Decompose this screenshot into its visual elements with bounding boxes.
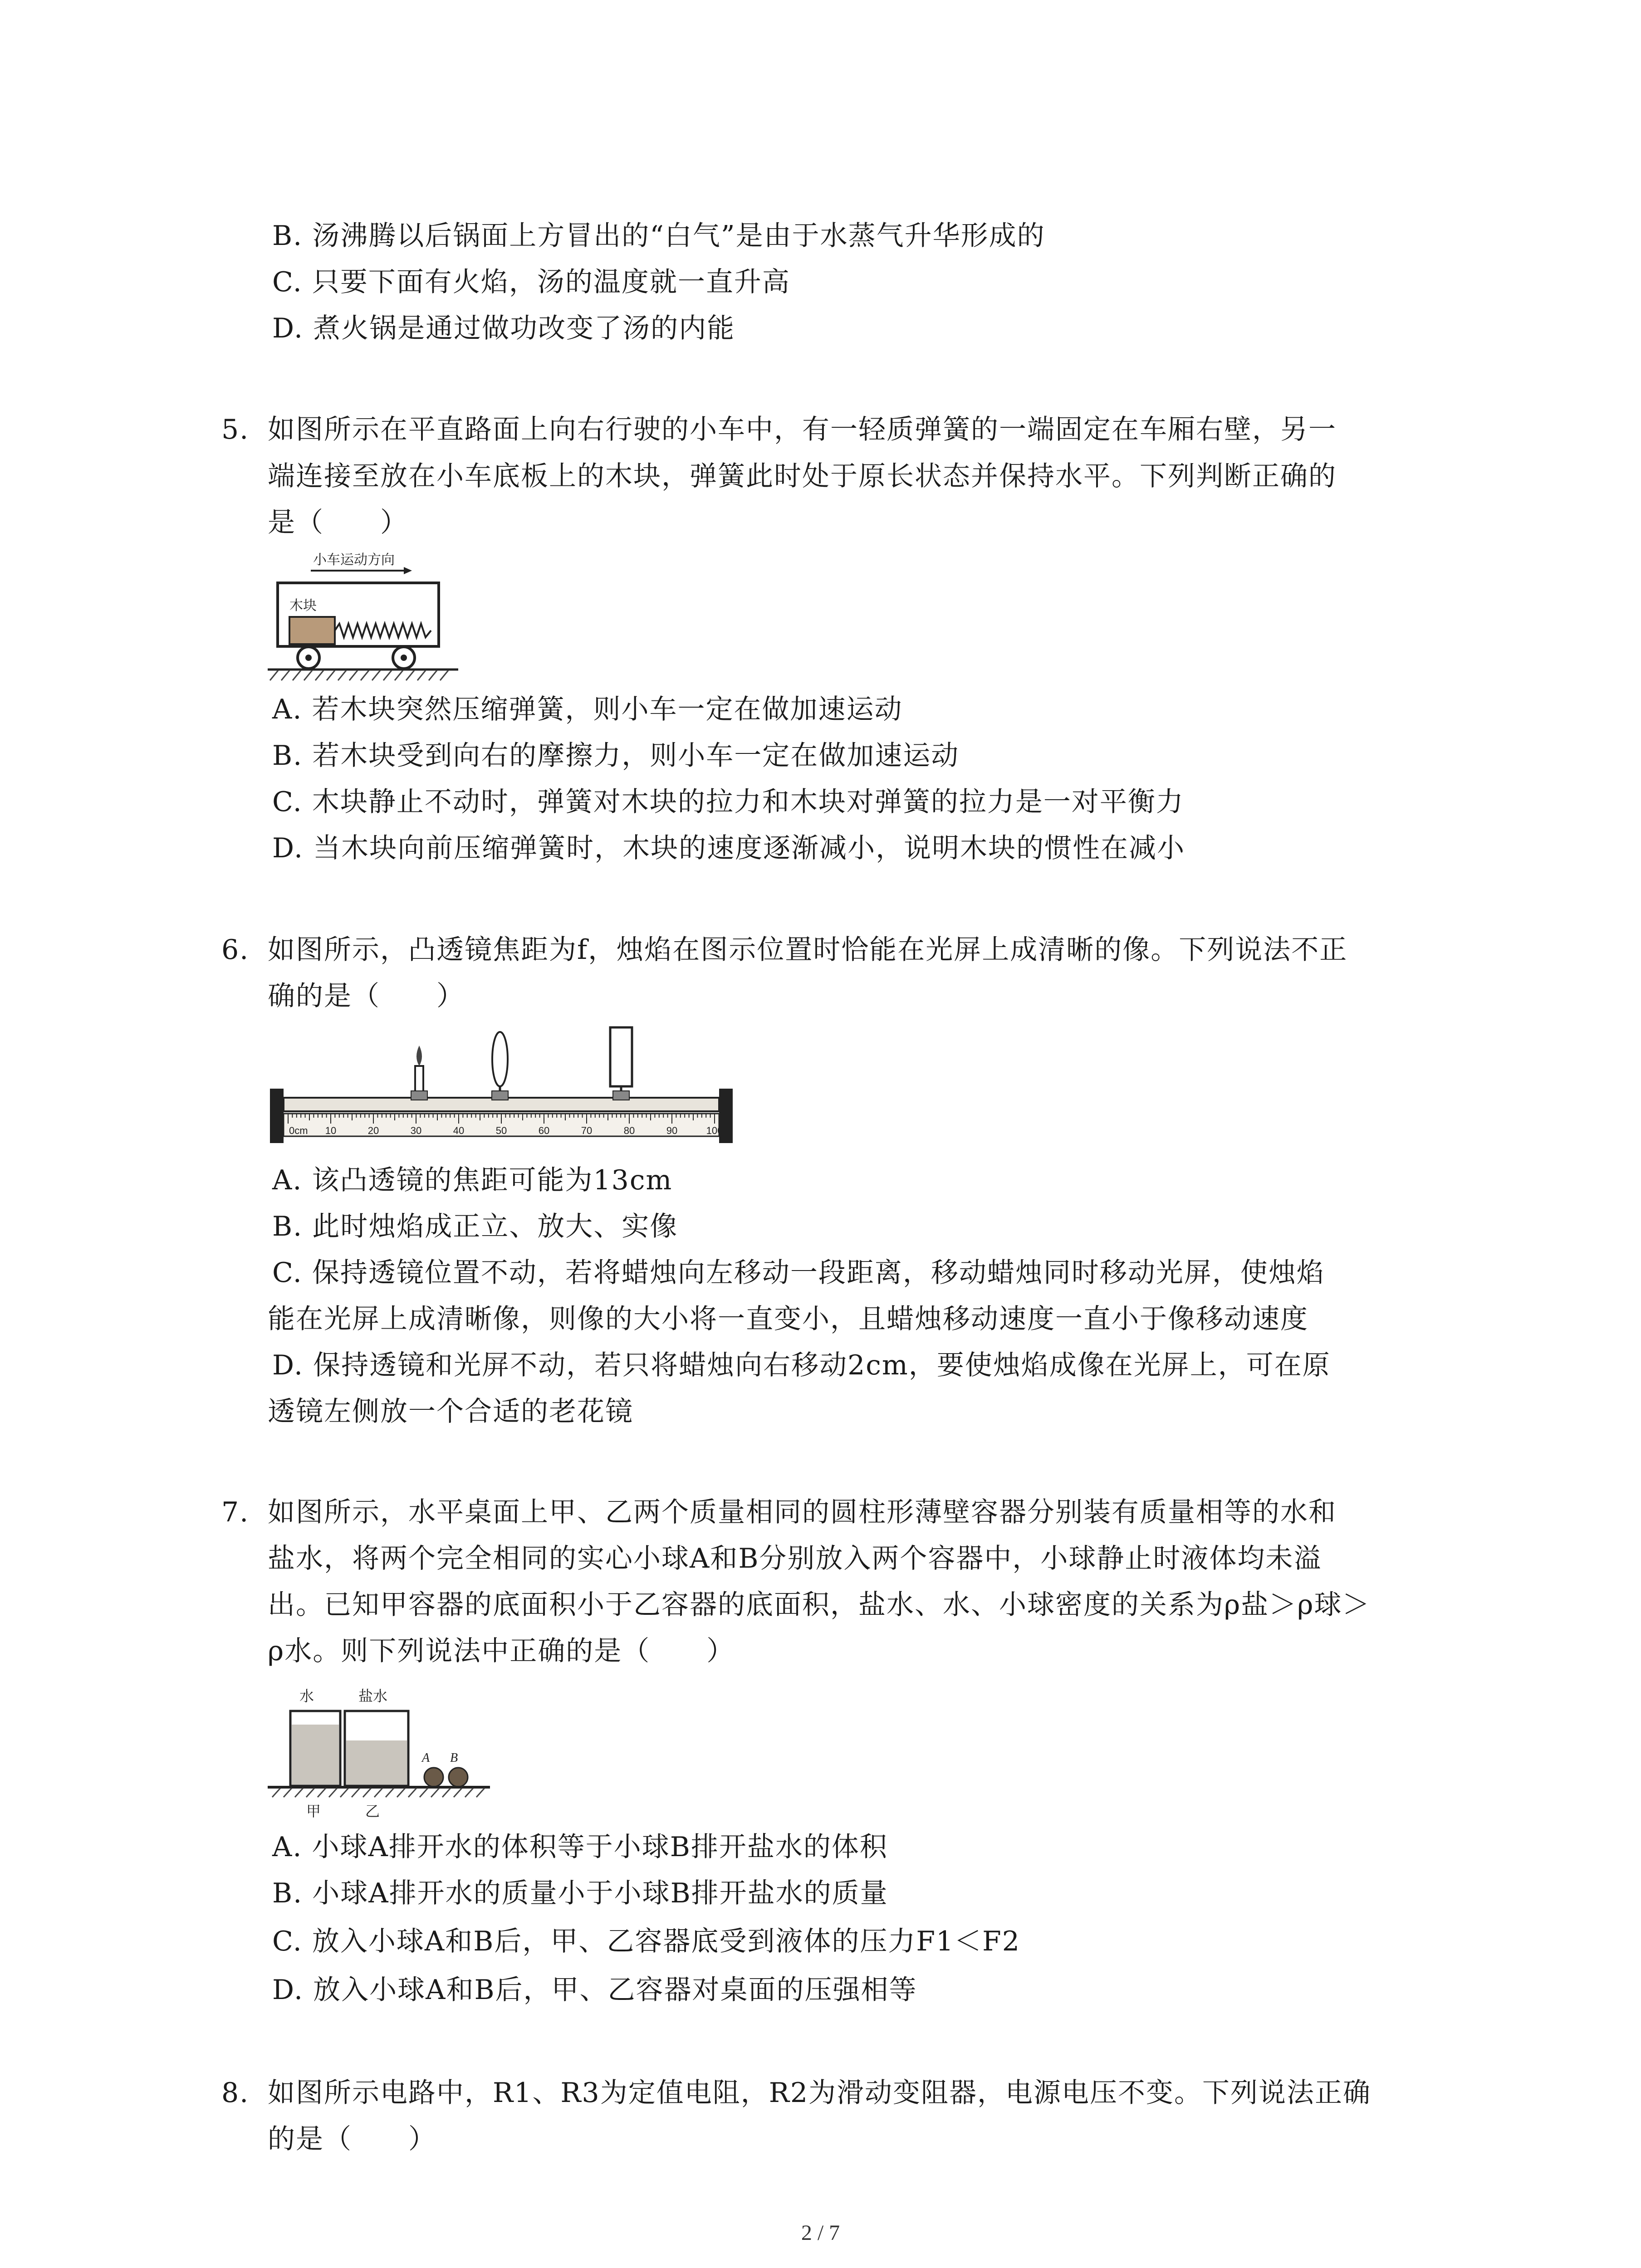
bench-tick-label: 20 bbox=[367, 1125, 379, 1136]
bench-tick-label: 50 bbox=[495, 1125, 507, 1136]
q6-stem-line1: 如图所示，凸透镜焦距为f，烛焰在图示位置时恰能在光屏上成清晰的像。下列说法不正 bbox=[268, 934, 1348, 966]
bench-tick-label: 60 bbox=[538, 1125, 550, 1136]
q5-stem-line2: 端连接至放在小车底板上的木块，弹簧此时处于原长状态并保持水平。下列判断正确的 bbox=[268, 460, 1337, 492]
q8-stem-line2: 的是（ ） bbox=[268, 2123, 436, 2155]
q7-stem-line2: 盐水，将两个完全相同的实心小球A和B分别放入两个容器中，小球静止时液体均未溢 bbox=[268, 1543, 1322, 1574]
q4-option-d: D. 煮火锅是通过做功改变了汤的内能 bbox=[272, 313, 735, 344]
bench-tick-label: 70 bbox=[581, 1125, 593, 1136]
q7-fig-jia-label: 甲 bbox=[306, 1803, 321, 1819]
table-hatching bbox=[272, 1788, 485, 1797]
q6-option-d-line1: D. 保持透镜和光屏不动，若只将蜡烛向右移动2cm，要使烛焰成像在光屏上，可在原 bbox=[272, 1349, 1331, 1381]
convex-lens-icon bbox=[492, 1032, 508, 1086]
q8-number: 8. bbox=[221, 2077, 250, 2109]
q4-option-c: C. 只要下面有火焰，汤的温度就一直升高 bbox=[272, 266, 790, 298]
q7-fig-ball-a-label: A bbox=[422, 1751, 430, 1765]
q5-option-b: B. 若木块受到向右的摩擦力，则小车一定在做加速运动 bbox=[272, 740, 960, 772]
q7-number: 7. bbox=[221, 1496, 250, 1528]
page-number: 2 / 7 bbox=[801, 2221, 840, 2245]
q7-option-b: B. 小球A排开水的质量小于小球B排开盐水的质量 bbox=[272, 1877, 888, 1909]
q5-fig-direction-label: 小车运动方向 bbox=[313, 552, 395, 567]
q8-stem-line1: 如图所示电路中，R1、R3为定值电阻，R2为滑动变阻器，电源电压不变。下列说法正确 bbox=[268, 2077, 1372, 2109]
q5-option-d: D. 当木块向前压缩弹簧时，木块的速度逐渐减小，说明木块的惯性在减小 bbox=[272, 832, 1185, 864]
q7-fig-yi-label: 乙 bbox=[365, 1803, 380, 1819]
q5-stem-line3: 是（ ） bbox=[268, 507, 408, 538]
q7-stem-line3: 出。已知甲容器的底面积小于乙容器的底面积，盐水、水、小球密度的关系为ρ盐＞ρ球＞ bbox=[268, 1589, 1371, 1621]
q6-number: 6. bbox=[221, 934, 250, 966]
ball-a-icon bbox=[424, 1768, 443, 1787]
q7-fig-water-label: 水 bbox=[299, 1688, 314, 1704]
q4-option-b: B. 汤沸腾以后锅面上方冒出的“白气”是由于水蒸气升华形成的 bbox=[272, 220, 1045, 252]
q7-fig-brine-label: 盐水 bbox=[358, 1688, 388, 1704]
q6-stem-line2: 确的是（ ） bbox=[268, 980, 465, 1012]
q7-stem-line1: 如图所示，水平桌面上甲、乙两个质量相同的圆柱形薄壁容器分别装有质量相等的水和 bbox=[268, 1496, 1337, 1528]
flame-icon bbox=[416, 1046, 422, 1066]
q6-option-c-line2: 能在光屏上成清晰像，则像的大小将一直变小，且蜡烛移动速度一直小于像移动速度 bbox=[268, 1303, 1308, 1335]
q5-number: 5. bbox=[221, 414, 250, 445]
bench-tick-label: 10 bbox=[325, 1125, 337, 1136]
q7-stem-line4: ρ水。则下列说法中正确的是（ ） bbox=[268, 1635, 735, 1667]
q7-option-c: C. 放入小球A和B后，甲、乙容器底受到液体的压力F1＜F2 bbox=[272, 1926, 1020, 1957]
q5-option-a: A. 若木块突然压缩弹簧，则小车一定在做加速运动 bbox=[272, 694, 903, 725]
ball-b-icon bbox=[449, 1768, 468, 1787]
bench-tick-label: 0cm bbox=[289, 1125, 308, 1136]
bench-tick-label: 80 bbox=[623, 1125, 635, 1136]
q6-optical-bench-figure bbox=[268, 1025, 735, 1152]
q6-option-a: A. 该凸透镜的焦距可能为13cm bbox=[272, 1164, 673, 1196]
q5-cart-figure bbox=[268, 549, 458, 685]
q5-stem-line1: 如图所示在平直路面上向右行驶的小车中，有一轻质弹簧的一端固定在车厢右壁，另一 bbox=[268, 414, 1337, 445]
water-liquid bbox=[292, 1725, 339, 1784]
bench-left-support bbox=[270, 1089, 284, 1143]
bench-tick-label: 30 bbox=[410, 1125, 422, 1136]
q7-option-a: A. 小球A排开水的体积等于小球B排开盐水的体积 bbox=[272, 1831, 888, 1863]
q7-containers-figure bbox=[268, 1684, 495, 1820]
bench-tick-label: 100 bbox=[706, 1125, 723, 1136]
spring-icon bbox=[335, 624, 431, 637]
bench-tick-label: 90 bbox=[666, 1125, 678, 1136]
q5-fig-block-label: 木块 bbox=[289, 598, 317, 613]
q7-fig-ball-b-label: B bbox=[450, 1751, 458, 1765]
brine-liquid bbox=[346, 1740, 407, 1784]
q7-option-d: D. 放入小球A和B后，甲、乙容器对桌面的压强相等 bbox=[272, 1974, 917, 2006]
road-hatching bbox=[270, 670, 448, 680]
bench-tick-label: 40 bbox=[453, 1125, 465, 1136]
q6-option-d-line2: 透镜左侧放一个合适的老花镜 bbox=[268, 1396, 633, 1427]
light-screen-icon bbox=[610, 1027, 632, 1086]
q5-option-c: C. 木块静止不动时，弹簧对木块的拉力和木块对弹簧的拉力是一对平衡力 bbox=[272, 786, 1184, 818]
q6-option-c-line1: C. 保持透镜位置不动，若将蜡烛向左移动一段距离，移动蜡烛同时移动光屏，使烛焰 bbox=[272, 1257, 1325, 1289]
wood-block bbox=[289, 617, 335, 644]
q6-option-b: B. 此时烛焰成正立、放大、实像 bbox=[272, 1211, 678, 1242]
